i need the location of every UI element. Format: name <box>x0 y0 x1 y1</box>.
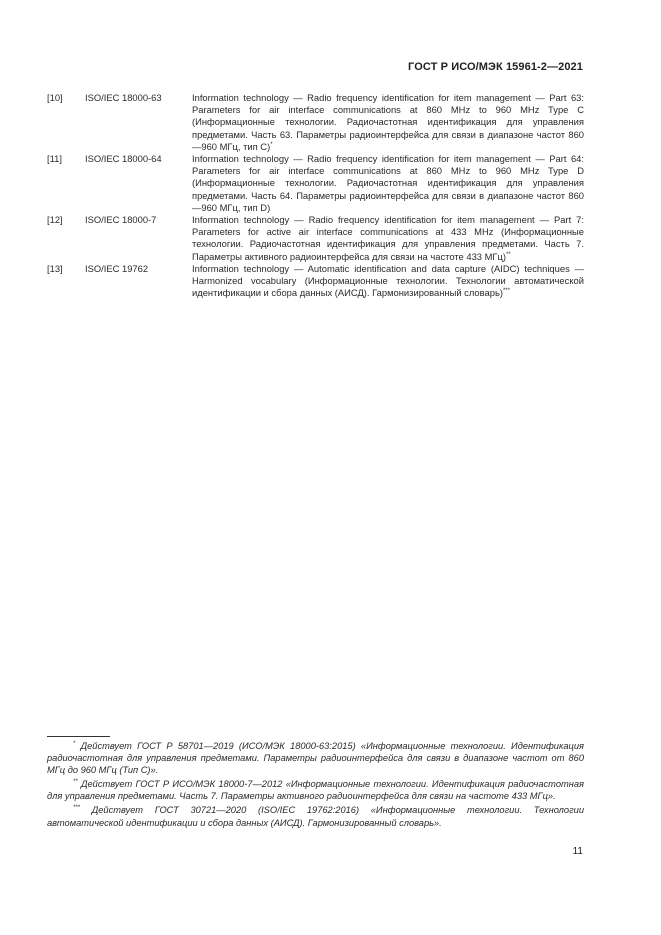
entry-number: [13] <box>47 262 63 274</box>
entry-title: Information technology — Radio frequency identification for item management — Part 64: Parameters for air interface communications at 860 MHz to 960 MHz Type D (Информационные технологии. Радиочастотная идентификация для управления предметами. Часть 64. Параметры радиоинтерфейса для связи в диапазоне частот 860—960 МГц, тип D) <box>192 153 584 213</box>
bibliography-entry <box>47 263 584 300</box>
entry-number: [11] <box>47 153 62 165</box>
footnote: * Действует ГОСТ Р 58701—2019 (ИСО/МЭК 18000-63:2015) «Информационные технологии. Идентификация радиочастотная для управления предметами. Параметры радиоинтерфейса для связи в диапазоне частот от 860 МГц до 960 МГц (Тип С)». <box>47 741 584 776</box>
entry-title: Information technology — Radio frequency identification for item management — Part 7: Parameters for active air interface communications at 433 MHz (Информационные технологии. Радиочастотная идентификация для управления предметами. Часть 7. Параметры активного радиоинтерфейса для связи на частоте 433 МГц)** <box>192 214 584 262</box>
page-number: 11 <box>572 846 583 857</box>
footnotes <box>47 740 584 831</box>
footnote-mark: *** <box>502 288 510 295</box>
bibliography-entry <box>47 92 584 153</box>
entry-title: Information technology — Automatic identification and data capture (AIDC) techniques — Harmonized vocabulary (Информационные технологии. Технологии автоматической идентификации и сбора данных (АИСД). Гармонизированный словарь)*** <box>192 262 584 299</box>
entry-standard-code: ISO/IEC 18000-7 <box>85 214 157 226</box>
entry-title: Information technology — Radio frequency identification for item management — Part 63: Parameters for air interface communications at 860 MHz to 960 MHz Type C (Информационные технологии. Радиочастотная идентификация для управления предметами. Часть 63. Параметры радиоинтерфейса для связи в диапазоне частот 860—960 МГц, тип С)* <box>192 92 584 152</box>
bibliography-entry <box>47 214 584 263</box>
footnote-separator <box>47 736 110 737</box>
entry-standard-code: ISO/IEC 18000-63 <box>85 92 162 103</box>
entry-standard-code: ISO/IEC 18000-64 <box>85 153 162 165</box>
footnote: *** Действует ГОСТ 30721—2020 (ISO/IEC 19762:2016) «Информационные технологии. Технологии автоматической идентификации и сбора данных (АИСД). Гармонизированный словарь». <box>47 805 584 828</box>
footnote-mark: ** <box>506 251 511 258</box>
bibliography-list <box>47 92 584 299</box>
footnote-mark: * <box>73 741 76 747</box>
footnote: ** Действует ГОСТ Р ИСО/МЭК 18000-7—2012 «Информационные технологии. Идентификация радиочастотная для управления предметами. Часть 7. Параметры активного радиоинтерфейса для связи на частоте 433 МГц». <box>47 779 584 802</box>
footnote-mark: *** <box>73 805 81 812</box>
bibliography-entry <box>47 153 584 214</box>
footnote-mark: ** <box>73 779 78 786</box>
entry-standard-code: ISO/IEC 19762 <box>85 262 149 274</box>
footnote-mark: * <box>270 141 273 148</box>
page-header-standard-number: ГОСТ Р ИСО/МЭК 15961-2—2021 <box>408 61 583 73</box>
entry-number: [10] <box>47 92 63 103</box>
entry-number: [12] <box>47 214 63 226</box>
